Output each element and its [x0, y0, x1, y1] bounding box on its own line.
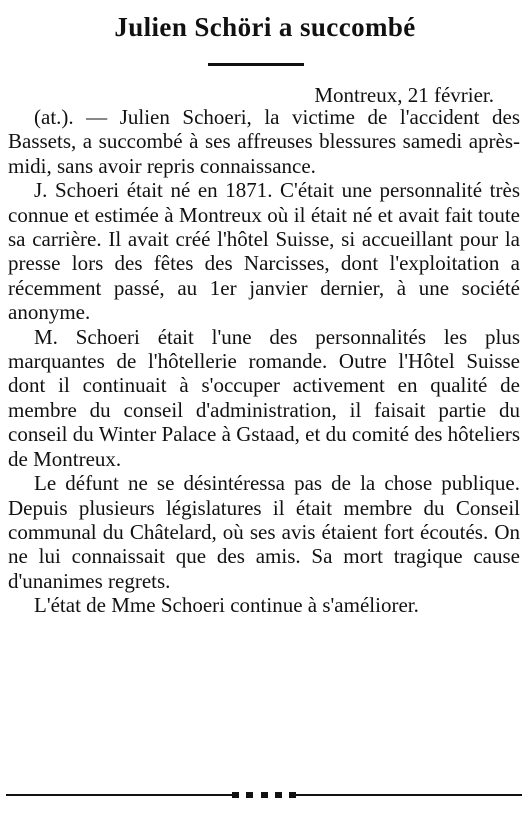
article-dateline: Montreux, 21 février. — [314, 83, 494, 107]
footer-divider — [6, 792, 522, 798]
divider-dot — [261, 792, 268, 798]
article-body — [8, 105, 520, 618]
headline-rule — [208, 63, 304, 66]
divider-ornament — [232, 792, 296, 798]
divider-line-right — [296, 794, 522, 796]
divider-line-left — [6, 794, 232, 796]
divider-dot — [275, 792, 282, 798]
article-paragraph: (at.). — Julien Schoeri, la victime de l'accident des Bassets, a succombé à ses affreuses blessures samedi après-midi, sans avoir repris connaissance. — [8, 105, 520, 178]
article-paragraph: L'état de Mme Schoeri continue à s'améliorer. — [34, 593, 419, 618]
divider-dot — [246, 792, 253, 798]
divider-dot — [289, 792, 296, 798]
article-paragraph: Le défunt ne se désintéressa pas de la chose publique. Depuis plusieurs législatures il était membre du Conseil communal du Châtelard, où ses avis étaient fort écoutés. On ne lui connaissait que des amis. Sa mort tragique cause d'unanimes regrets. — [8, 471, 520, 593]
article-paragraph: J. Schoeri était né en 1871. C'était une personnalité très connue et estimée à Montreux où il était né et avait fait toute sa carrière. Il avait créé l'hôtel Suisse, si accueillant pour la presse lors des fêtes des Narcisses, dont l'exploitation a récemment passé, au 1er janvier dernier, à une société anonyme. — [8, 178, 520, 325]
article-headline: Julien Schöri a succombé — [114, 12, 416, 42]
article-paragraph: M. Schoeri était l'une des personnalités les plus marquantes de l'hôtellerie romande. Outre l'Hôtel Suisse dont il continuait à s'occuper activement en qualité de membre du conseil d'administration, il faisait partie du conseil du Winter Palace à Gstaad, et du comité des hôteliers de Montreux. — [8, 324, 520, 471]
divider-dot — [232, 792, 239, 798]
